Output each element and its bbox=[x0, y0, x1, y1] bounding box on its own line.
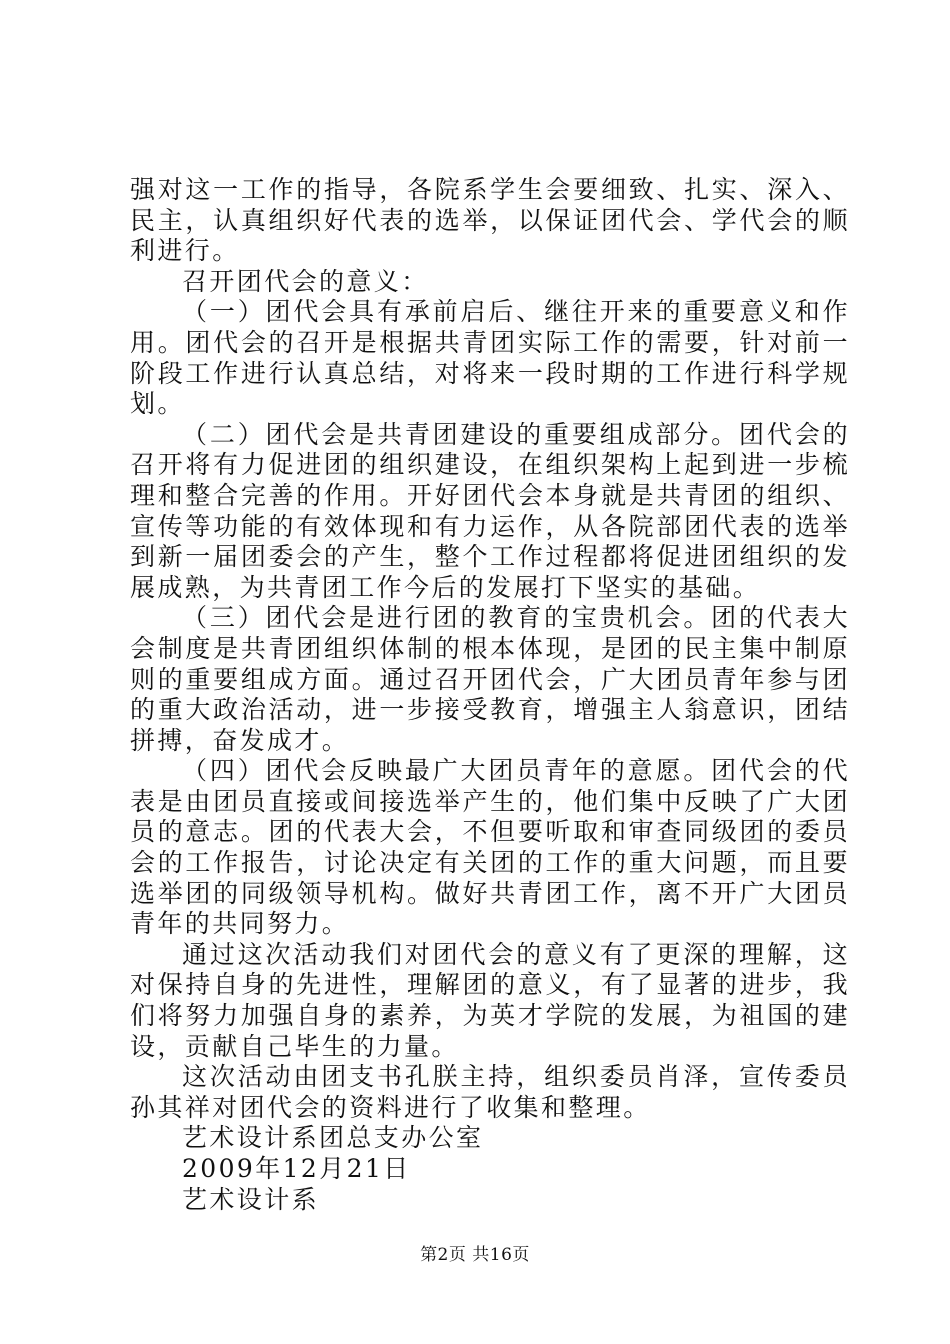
paragraph-organizers: 这次活动由团支书孔朕主持，组织委员肖泽，宣传委员孙其祥对团代会的资料进行了收集和整理。 bbox=[130, 1062, 850, 1122]
signature-date: 2009年12月21日 bbox=[182, 1154, 411, 1183]
paragraph-point-1: （一）团代会具有承前启后、继往开来的重要意义和作用。团代会的召开是根据共青团实际工作的需要，针对前一阶段工作进行认真总结，对将来一段时期的工作进行科学规划。 bbox=[130, 297, 850, 419]
paragraph-heading-significance: 召开团代会的意义： bbox=[182, 266, 429, 296]
signature-office: 艺术设计系团总支办公室 bbox=[182, 1123, 484, 1153]
document-body bbox=[130, 175, 850, 1215]
signature-department: 艺术设计系 bbox=[182, 1184, 320, 1214]
paragraph-point-2: （二）团代会是共青团建设的重要组成部分。团代会的召开将有力促进团的组织建设，在组织架构上起到进一步梳理和整合完善的作用。开好团代会本身就是共青团的组织、宣传等功能的有效体现和有力运作，从各院部团代表的选举到新一届团委会的产生，整个工作过程都将促进团组织的发展成熟，为共青团工作今后的发展打下坚实的基础。 bbox=[130, 419, 850, 602]
paragraph-conclusion: 通过这次活动我们对团代会的意义有了更深的理解，这对保持自身的先进性，理解团的意义，有了显著的进步，我们将努力加强自身的素养，为英才学院的发展，为祖国的建设，贡献自己毕生的力量。 bbox=[130, 939, 850, 1061]
page-number: 第2页 共16页 bbox=[420, 1245, 530, 1265]
paragraph-point-3: （三）团代会是进行团的教育的宝贵机会。团的代表大会制度是共青团组织体制的根本体现，是团的民主集中制原则的重要组成方面。通过召开团代会，广大团员青年参与团的重大政治活动，进一步接受教育，增强主人翁意识，团结拼搏，奋发成才。 bbox=[130, 603, 850, 755]
paragraph-continuation: 强对这一工作的指导，各院系学生会要细致、扎实、深入、民主，认真组织好代表的选举，以保证团代会、学代会的顺利进行。 bbox=[130, 175, 850, 266]
paragraph-point-4: （四）团代会反映最广大团员青年的意愿。团代会的代表是由团员直接或间接选举产生的，他们集中反映了广大团员的意志。团的代表大会，不但要听取和审查同级团的委员会的工作报告，讨论决定有关团的工作的重大问题，而且要选举团的同级领导机构。做好共青团工作，离不开广大团员青年的共同努力。 bbox=[130, 756, 850, 939]
